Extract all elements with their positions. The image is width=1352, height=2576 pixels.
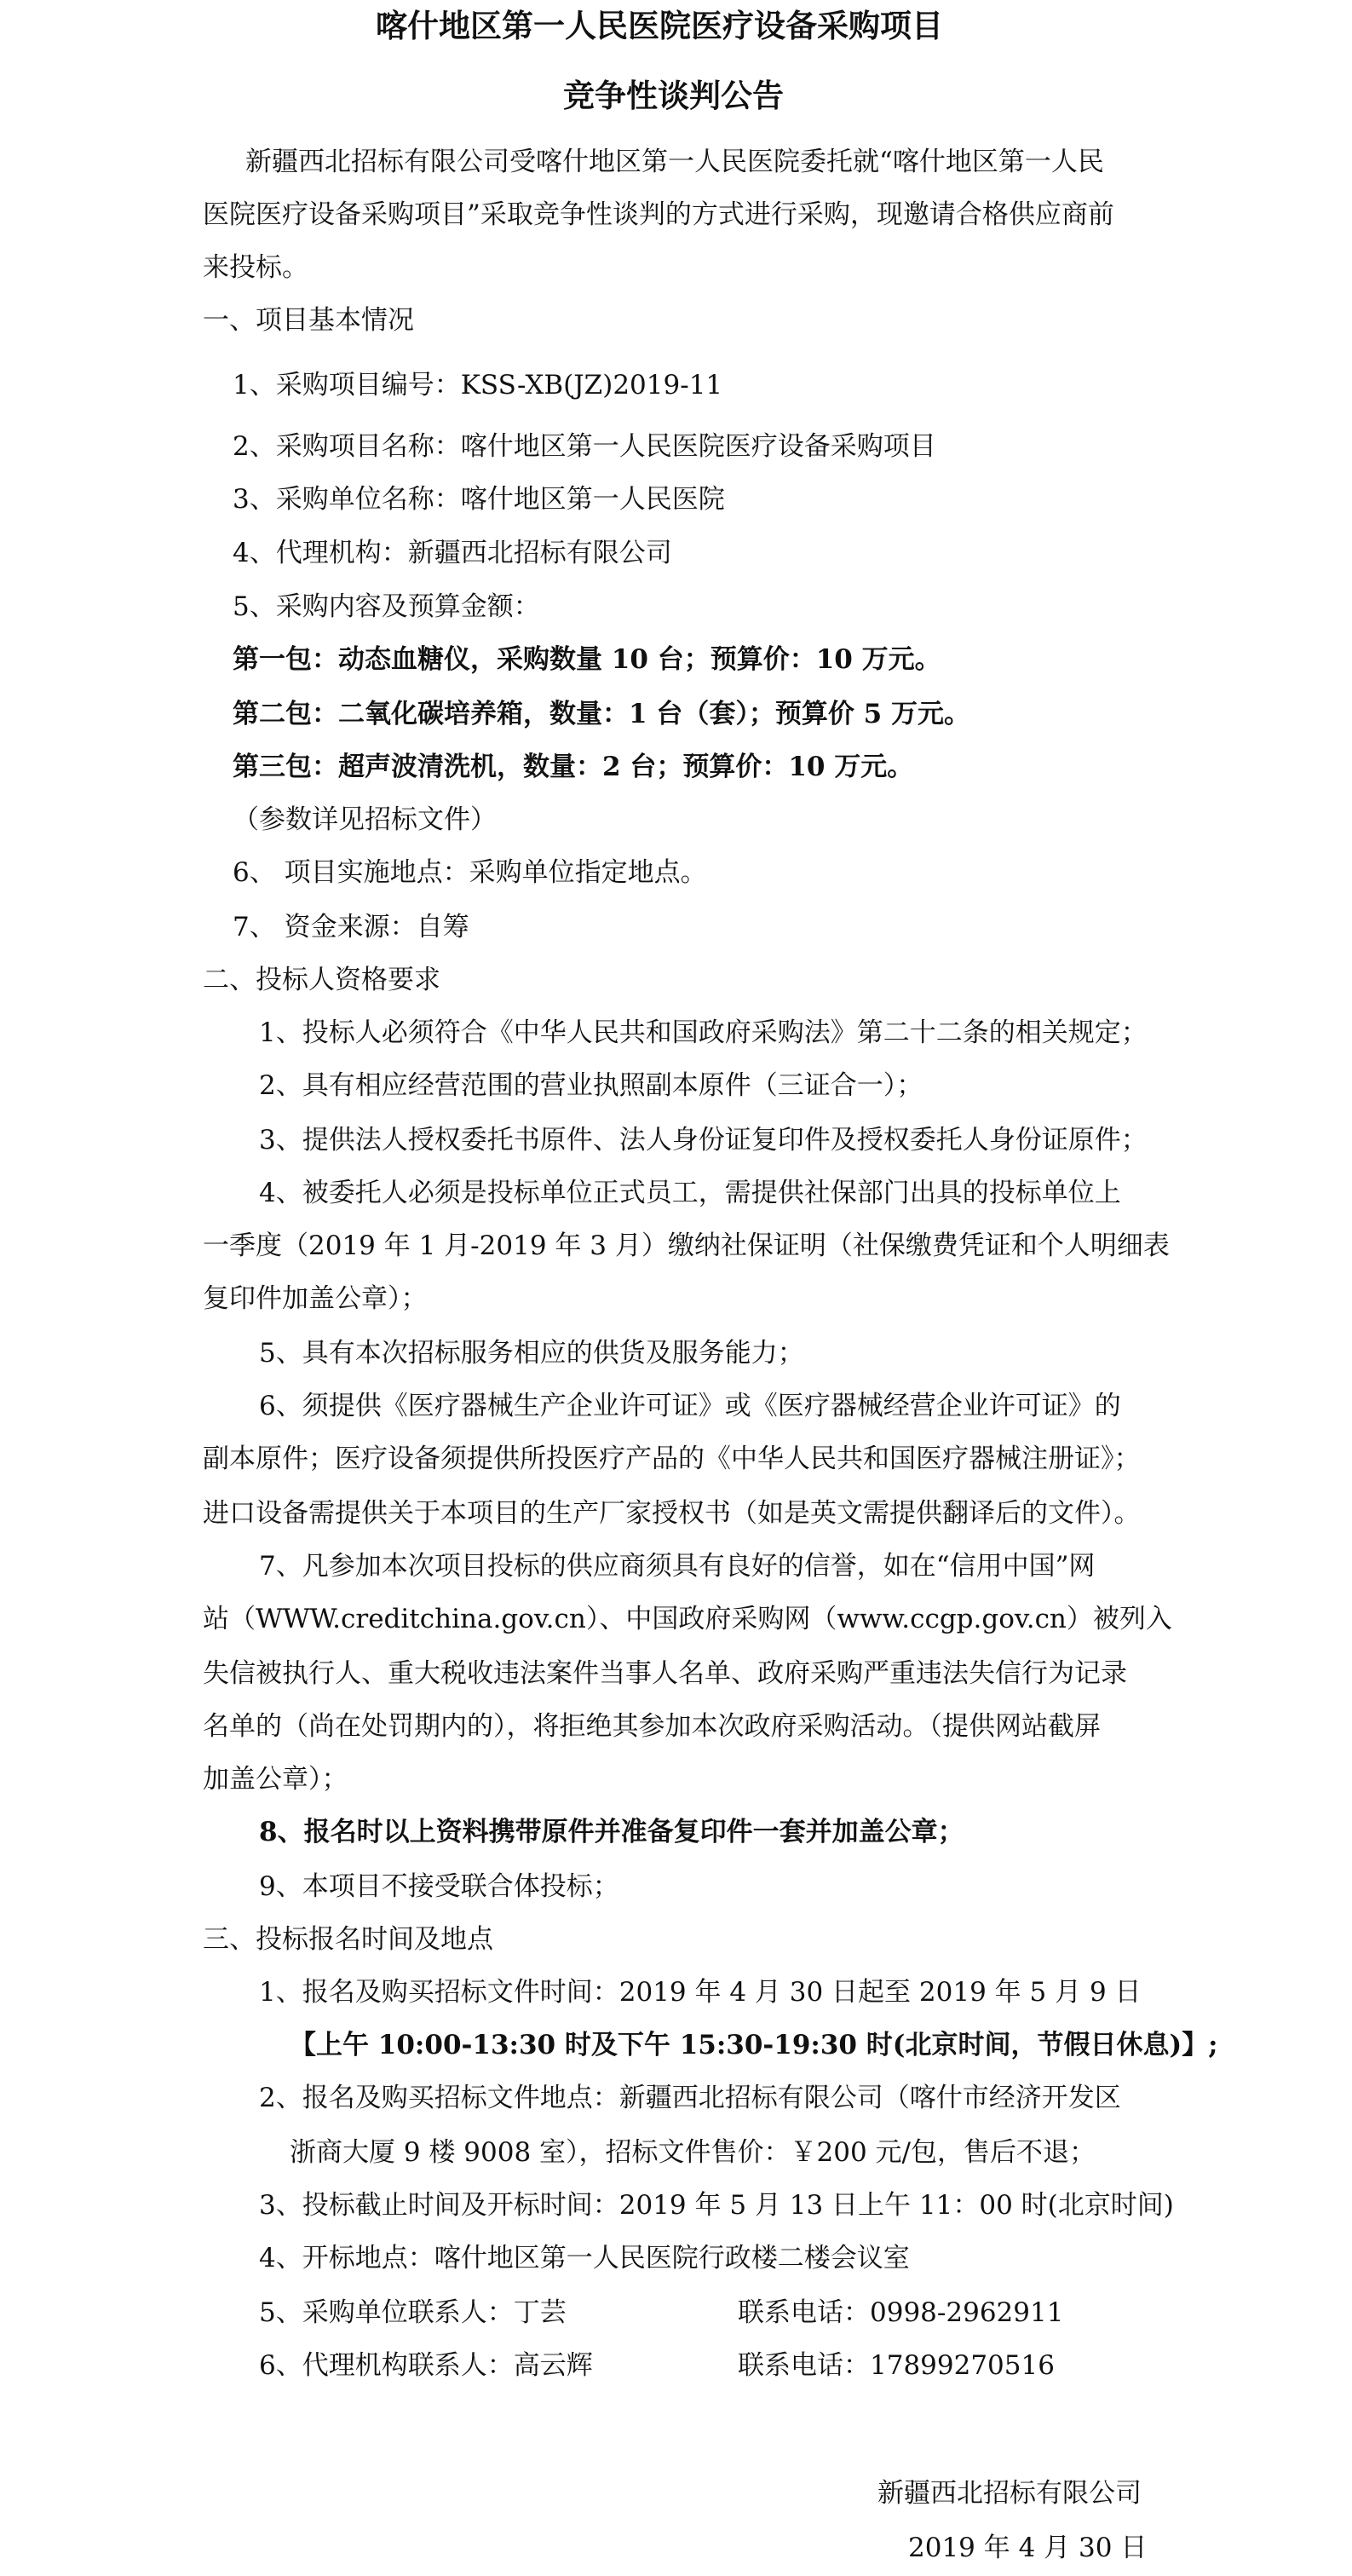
section-heading: 二、投标人资格要求 (203, 965, 440, 995)
list-item: 9、本项目不接受联合体投标； (259, 1871, 619, 1902)
list-item: 3、投标截止时间及开标时间：2019 年 5 月 13 日上午 11：00 时(北京时间) (259, 2190, 1174, 2221)
list-item-continuation: 浙商大厦 9 楼 9008 室），招标文件售价：￥200 元/包，售后不退； (290, 2137, 1096, 2168)
list-item: 4、开标地点：喀什地区第一人民医院行政楼二楼会议室 (259, 2243, 910, 2273)
package-item: 第二包：二氧化碳培养箱，数量：1 台（套）；预算价 5 万元。 (233, 699, 971, 729)
contact-phone: 联系电话：17899270516 (738, 2350, 1055, 2381)
list-item-continuation: 站（WWW.creditchina.gov.cn）、中国政府采购网（www.ccgp.gov.cn）被列入 (203, 1604, 1172, 1634)
section-heading: 三、投标报名时间及地点 (203, 1924, 493, 1955)
package-item: 第一包：动态血糖仪，采购数量 10 台；预算价：10 万元。 (233, 644, 941, 675)
list-item: 3、采购单位名称：喀什地区第一人民医院 (233, 484, 725, 515)
intro-line: 新疆西北招标有限公司受喀什地区第一人民医院委托就“喀什地区第一人民 (245, 147, 1104, 177)
list-item: 1、报名及购买招标文件时间：2019 年 4 月 30 日起至 2019 年 5 月 9 日 (259, 1977, 1142, 2008)
list-item-continuation: 名单的（尚在处罚期内的），将拒绝其参加本次政府采购活动。（提供网站截屏 (203, 1711, 1101, 1742)
document-title: 喀什地区第一人民医院医疗设备采购项目 (376, 7, 943, 44)
list-item: 1、采购项目编号：KSS-XB(JZ)2019-11 (233, 370, 723, 401)
list-item: 1、投标人必须符合《中华人民共和国政府采购法》第二十二条的相关规定； (259, 1017, 1148, 1048)
intro-line: 来投标。 (203, 252, 308, 283)
list-item: 4、代理机构：新疆西北招标有限公司 (233, 538, 672, 568)
list-item: 7、凡参加本次项目投标的供应商须具有良好的信誉，如在“信用中国”网 (259, 1551, 1096, 1582)
list-item-continuation: 【上午 10:00-13:30 时及下午 15:30-19:30 时(北京时间，节假日休息)】; (290, 2030, 1218, 2060)
list-item: 5、具有本次招标服务相应的供货及服务能力； (259, 1338, 804, 1369)
list-item-continuation: 加盖公章）； (203, 1764, 348, 1795)
list-item: 4、被委托人必须是投标单位正式员工，需提供社保部门出具的投标单位上 (259, 1178, 1121, 1208)
signature-company: 新疆西北招标有限公司 (877, 2478, 1142, 2509)
list-item-continuation: 失信被执行人、重大税收违法案件当事人名单、政府采购严重违法失信行为记录 (203, 1658, 1127, 1689)
list-item: 6、须提供《医疗器械生产企业许可证》或《医疗器械经营企业许可证》的 (259, 1391, 1121, 1421)
list-item: 2、采购项目名称：喀什地区第一人民医院医疗设备采购项目 (233, 431, 936, 462)
list-item: 2、报名及购买招标文件地点：新疆西北招标有限公司（喀什市经济开发区 (259, 2083, 1121, 2113)
contact-label: 6、代理机构联系人：高云辉 (259, 2350, 593, 2381)
list-item-continuation: 副本原件；医疗设备须提供所投医疗产品的《中华人民共和国医疗器械注册证》； (203, 1444, 1141, 1474)
note: （参数详见招标文件） (233, 804, 497, 835)
contact-label: 5、采购单位联系人：丁芸 (259, 2297, 567, 2328)
list-item-continuation: 一季度（2019 年 1 月-2019 年 3 月）缴纳社保证明（社保缴费凭证和个人明细表 (203, 1230, 1170, 1261)
contact-phone: 联系电话：0998-2962911 (738, 2297, 1064, 2328)
intro-line: 医院医疗设备采购项目”采取竞争性谈判的方式进行采购，现邀请合格供应商前 (203, 199, 1114, 230)
list-item: 6、 项目实施地点：采购单位指定地点。 (233, 857, 707, 888)
list-item: 3、提供法人授权委托书原件、法人身份证复印件及授权委托人身份证原件； (259, 1125, 1148, 1155)
list-item-continuation: 进口设备需提供关于本项目的生产厂家授权书（如是英文需提供翻译后的文件）。 (203, 1498, 1141, 1529)
document-subtitle: 竞争性谈判公告 (563, 77, 784, 114)
list-item: 8、报名时以上资料携带原件并准备复印件一套并加盖公章； (259, 1817, 964, 1847)
package-item: 第三包：超声波清洗机，数量：2 台；预算价：10 万元。 (233, 752, 914, 782)
signature-date: 2019 年 4 月 30 日 (908, 2533, 1148, 2563)
section-heading: 一、项目基本情况 (203, 305, 414, 336)
list-item: 5、采购内容及预算金额： (233, 591, 540, 622)
list-item-continuation: 复印件加盖公章）； (203, 1283, 428, 1314)
list-item: 2、具有相应经营范围的营业执照副本原件（三证合一）； (259, 1070, 923, 1101)
list-item: 7、 资金来源：自筹 (233, 912, 469, 942)
